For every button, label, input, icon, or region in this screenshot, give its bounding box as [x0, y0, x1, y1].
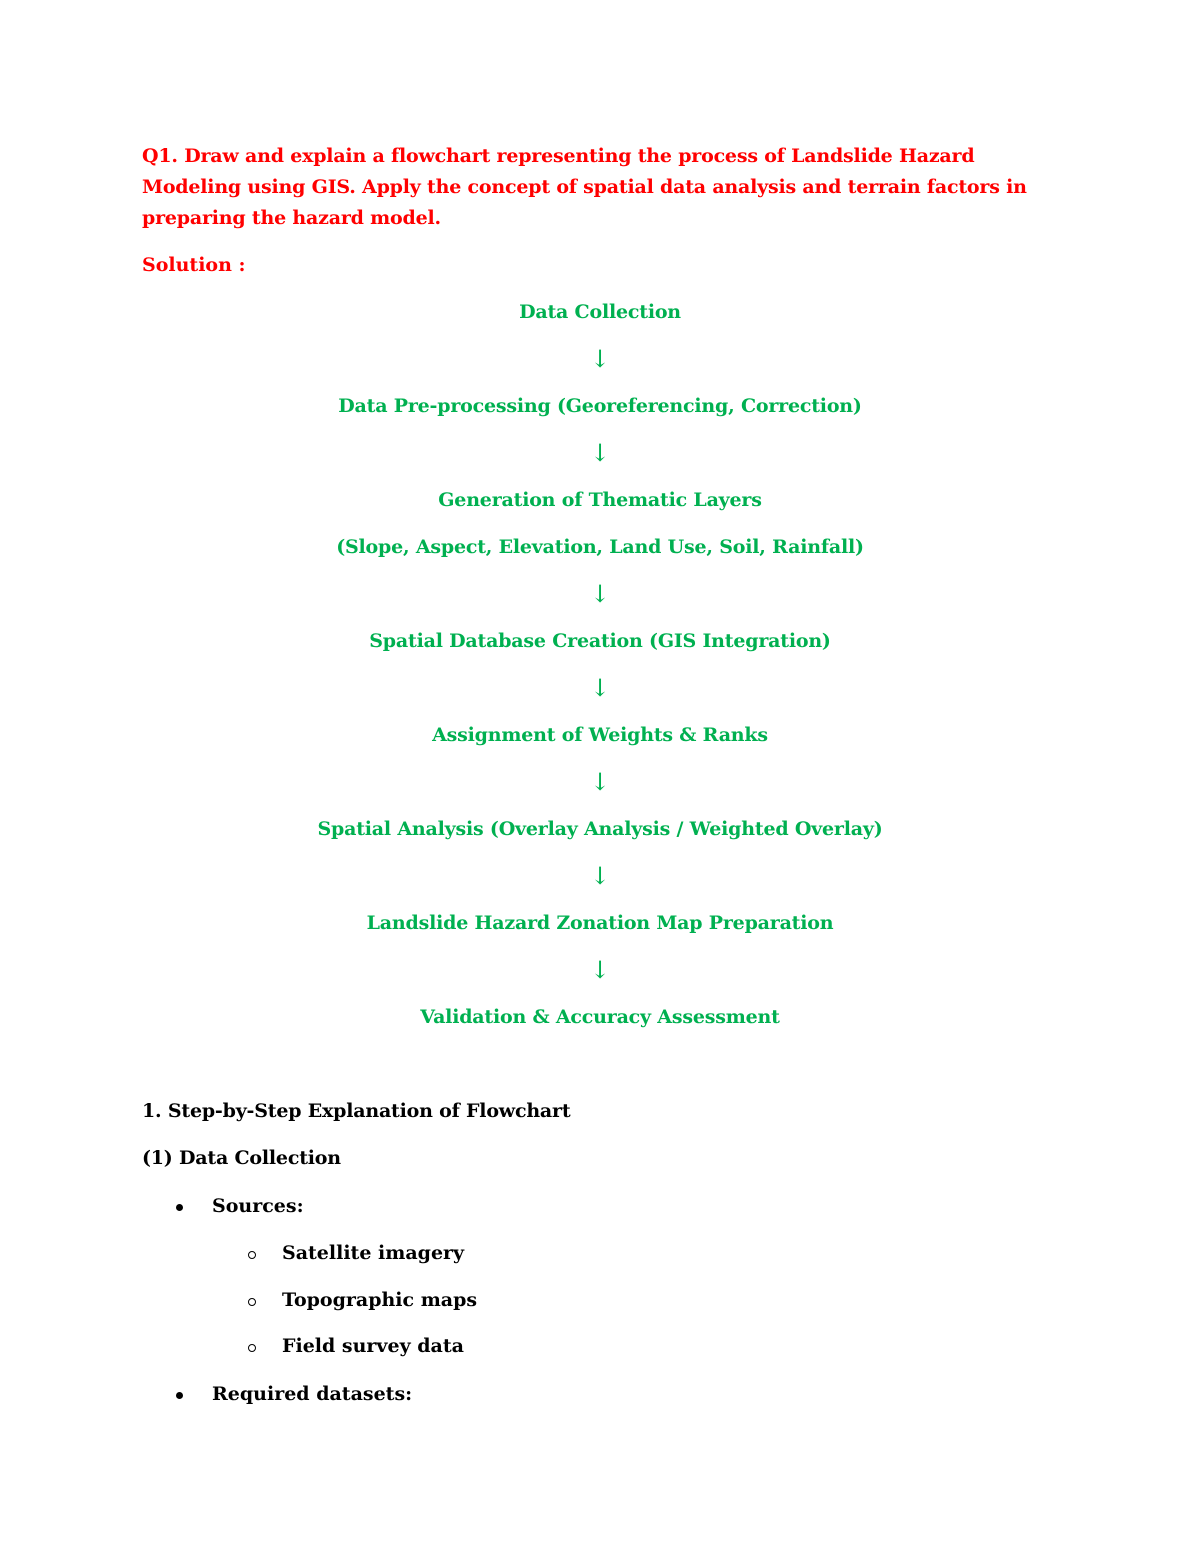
flow-step-spatial-database: Spatial Database Creation (GIS Integration): [369, 630, 831, 652]
down-arrow-icon: ↓: [589, 345, 611, 373]
down-arrow-icon: ↓: [589, 956, 611, 984]
solution-label: Solution :: [142, 254, 246, 276]
down-arrow-icon: ↓: [589, 580, 611, 608]
list-item-label: Required datasets:: [212, 1383, 413, 1405]
down-arrow-icon: ↓: [589, 674, 611, 702]
list-item-label: Topographic maps: [282, 1289, 478, 1311]
explanation-subheading: (1) Data Collection: [142, 1147, 341, 1169]
down-arrow-icon: ↓: [589, 439, 611, 467]
flow-step-data-collection: Data Collection: [519, 301, 681, 323]
down-arrow-icon: ↓: [589, 862, 611, 890]
circle-bullet-icon: [248, 1344, 256, 1352]
flow-step-validation: Validation & Accuracy Assessment: [420, 1006, 780, 1028]
list-item-label: Satellite imagery: [282, 1242, 465, 1264]
flow-step-weights-ranks: Assignment of Weights & Ranks: [432, 724, 768, 746]
bullet-icon: [176, 1204, 183, 1211]
question-text: Q1. Draw and explain a flowchart representing the process of Landslide Hazard Modeling using GIS. Apply the concept of spatial data analysis and terrain factors in preparing the hazard model.: [142, 145, 1027, 229]
list-item-label: Field survey data: [282, 1335, 464, 1357]
flow-step-preprocessing: Data Pre-processing (Georeferencing, Correction): [338, 395, 862, 417]
bullet-icon: [176, 1392, 183, 1399]
flow-step-hazard-map: Landslide Hazard Zonation Map Preparation: [366, 912, 834, 934]
down-arrow-icon: ↓: [589, 768, 611, 796]
explanation-heading: 1. Step-by-Step Explanation of Flowchart: [142, 1100, 571, 1122]
circle-bullet-icon: [248, 1298, 256, 1306]
flow-step-spatial-analysis: Spatial Analysis (Overlay Analysis / Weighted Overlay): [317, 818, 883, 840]
flow-step-thematic-layers: Generation of Thematic Layers: [438, 489, 762, 511]
list-item-label: Sources:: [212, 1195, 304, 1217]
circle-bullet-icon: [248, 1251, 256, 1259]
flow-step-thematic-layers-detail: (Slope, Aspect, Elevation, Land Use, Soil, Rainfall): [336, 536, 864, 558]
